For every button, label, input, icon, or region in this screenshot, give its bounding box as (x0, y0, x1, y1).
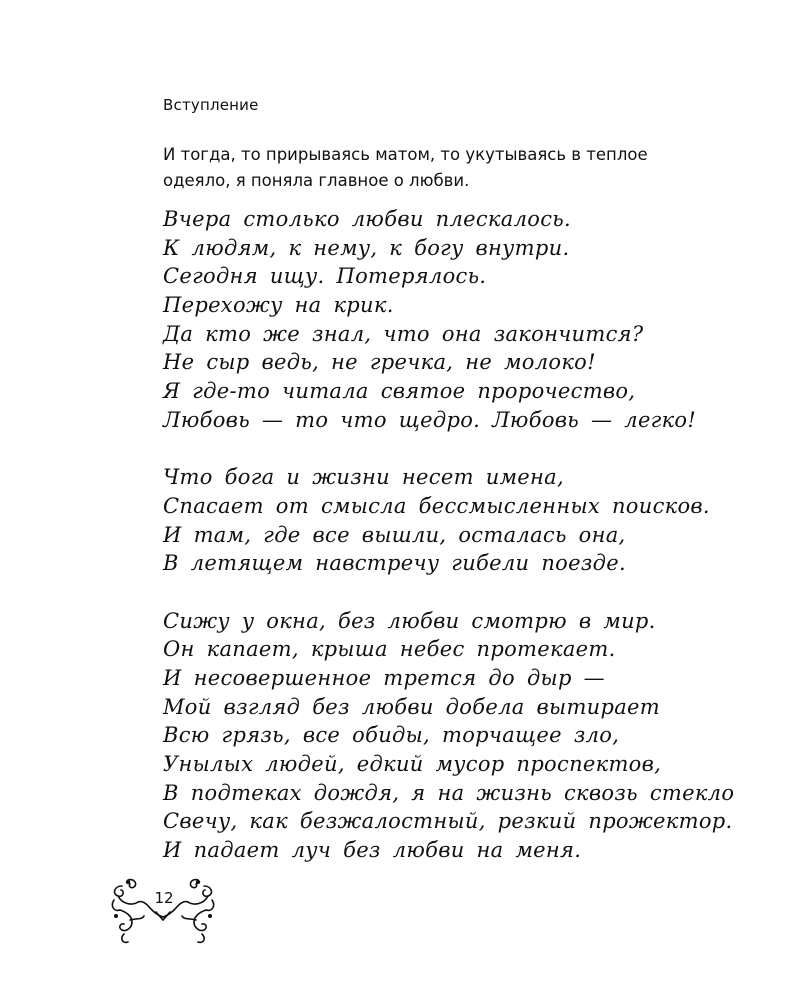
poem-stanza (163, 463, 710, 578)
intro-paragraph (163, 142, 703, 194)
poem-line: И там, где все вышли, осталась она, (163, 522, 626, 547)
poem-line: Что бога и жизни несет имена, (163, 465, 564, 490)
poem-line: Унылых людей, едкий мусор проспектов, (163, 752, 662, 777)
poem-line: Да кто же знал, что она закончится? (163, 321, 644, 346)
intro-line: одеяло, я поняла главное о любви. (163, 171, 470, 190)
poem-line: Не сыр ведь, не гречка, не молоко! (163, 350, 596, 375)
poem-stanza (163, 607, 735, 865)
poem-line: Сегодня ищу. Потерялось. (163, 264, 487, 289)
poem-line: Вчера столько любви плескалось. (163, 207, 571, 231)
poem-line: Любовь — то что щедро. Любовь — легко! (163, 407, 697, 432)
poem-line: Перехожу на крик. (163, 293, 394, 318)
page-number: 12 (154, 889, 174, 907)
poem-line: Всю грязь, все обиды, торчащее зло, (163, 723, 620, 748)
poem-line: И несовершенное трется до дыр — (163, 666, 605, 690)
poem-line: Сижу у окна, без любви смотрю в мир. (163, 608, 656, 633)
poem-line: И падает луч без любви на меня. (163, 838, 582, 863)
intro-line: И тогда, то прирываясь матом, то укутываясь в теплое (163, 145, 648, 164)
section-title: Вступление (163, 96, 259, 114)
poem-line: Он капает, крыша небес протекает. (163, 637, 616, 662)
poem-line: К людям, к нему, к богу внутри. (163, 235, 570, 260)
poem-line: В подтеках дождя, я на жизнь сквозь стекло (163, 780, 735, 805)
flourish-ornament-icon (108, 876, 218, 946)
poem-line: Я где-то читала святое пророчество, (163, 379, 636, 404)
poem-stanza (163, 205, 697, 435)
poem-line: Спасает от смысла бессмысленных поисков. (163, 493, 710, 518)
poem-line: Мой взгляд без любви добела вытирает (163, 694, 660, 719)
poem-line: В летящем навстречу гибели поезде. (163, 551, 626, 576)
page-footer (108, 876, 218, 946)
poem-line: Свечу, как безжалостный, резкий прожектор. (163, 809, 733, 834)
poem (163, 205, 735, 865)
